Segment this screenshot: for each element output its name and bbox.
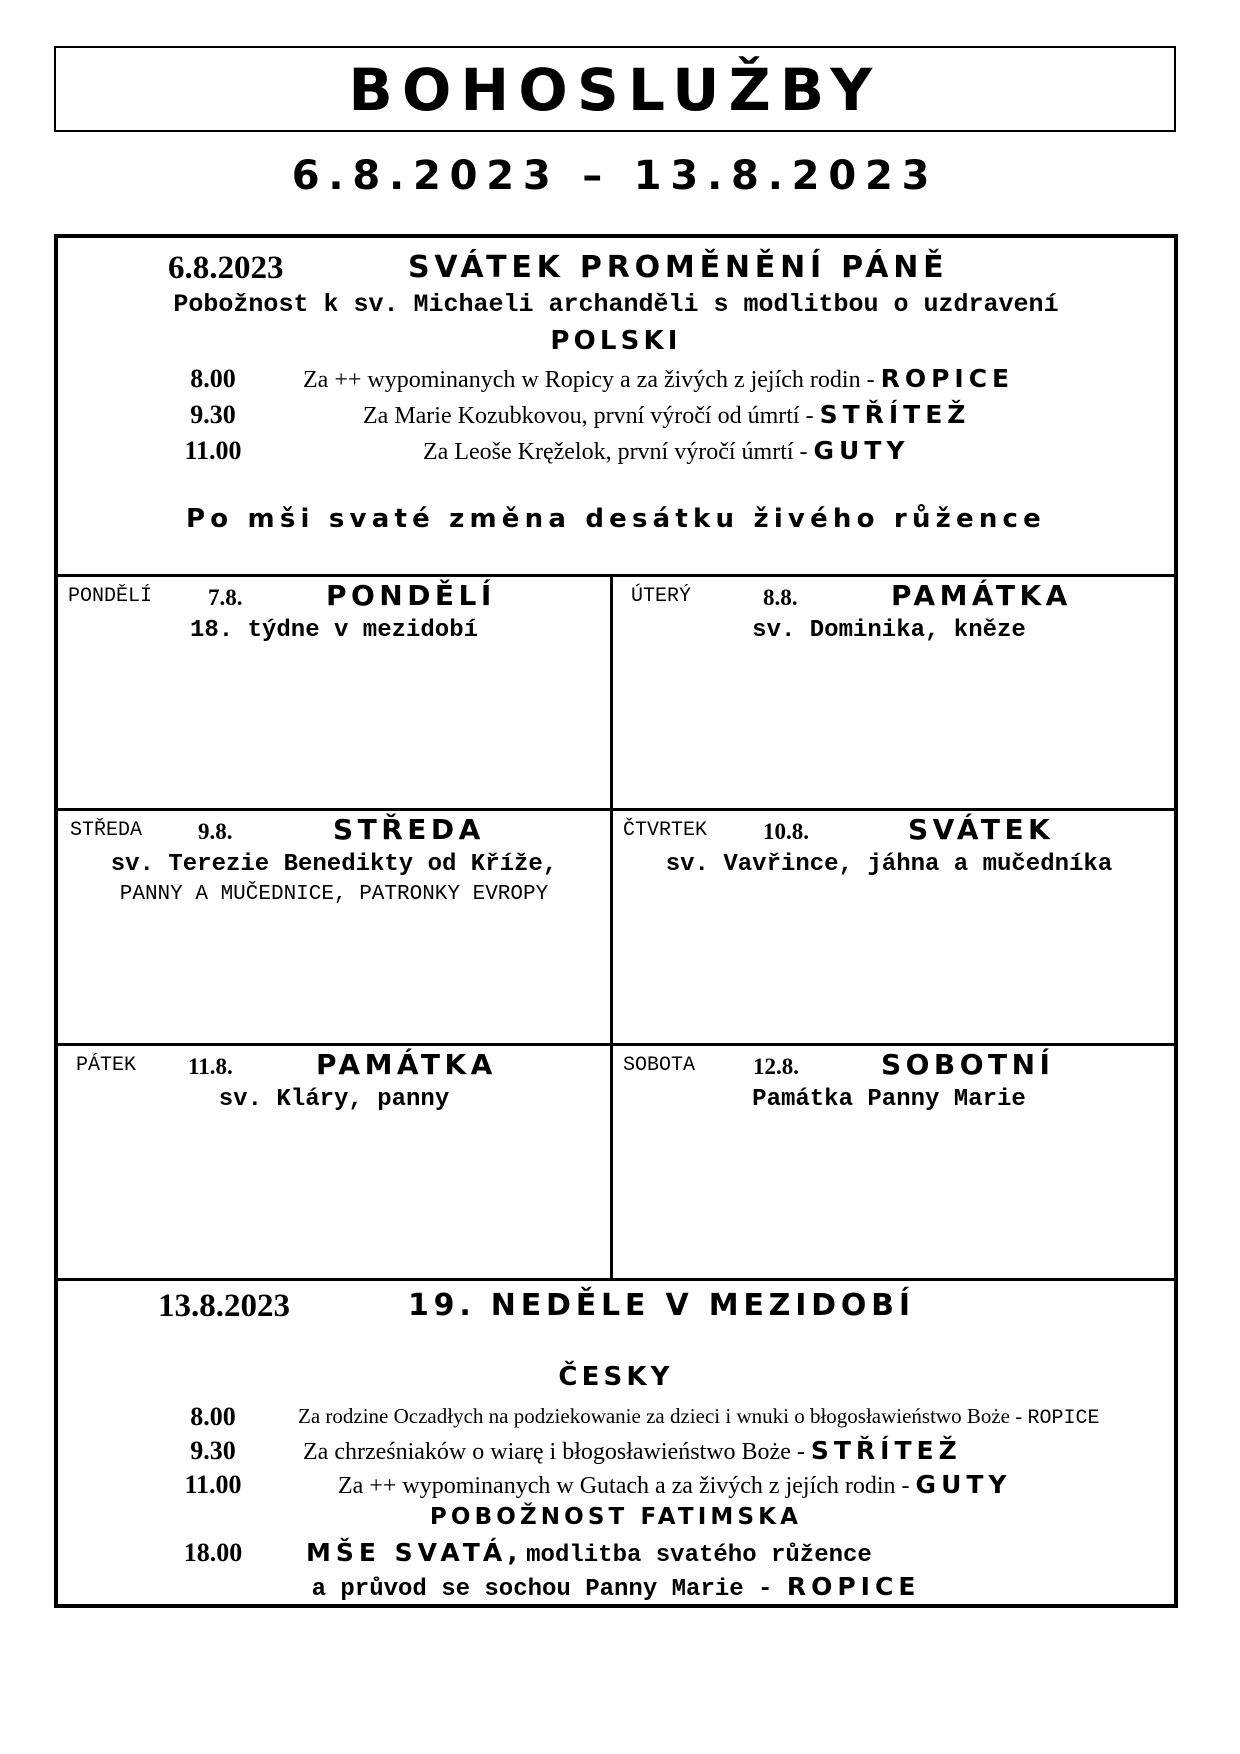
evening-mass-label: MŠE SVATÁ, [306,1538,523,1567]
day-description: 18. týdne v mezidobí [189,617,479,644]
day-name: PONDĚLÍ [68,585,153,608]
day-date: 12.8. [753,1054,799,1079]
page-title: BOHOSLUŽBY [348,56,882,124]
mass-place: ROPICE [1027,1407,1100,1430]
schedule-grid [54,234,1178,1608]
day-date: 8.8. [763,585,798,610]
day-description-line2: PANNY A MUČEDNICE, PATRONKY EVROPY [119,883,549,906]
day-description: Památka Panny Marie [752,1086,1026,1113]
mass-time: 9.30 [190,1436,236,1465]
day-description: sv. Dominika, kněze [752,617,1026,644]
day-title: PAMÁTKA [316,1048,497,1081]
mass-row [298,1404,1100,1430]
mass-row [303,364,1014,394]
evening-row-2 [58,1572,1174,1603]
mass-row [363,400,970,430]
mass-row [338,1470,1012,1500]
day-cell-monday [58,577,610,811]
mass-time: 8.00 [190,364,236,393]
day-date: 10.8. [763,819,809,844]
mass-place: STŘÍTEŽ [810,1436,962,1465]
mass-place: GUTY [915,1470,1012,1499]
mass-time: 8.00 [190,1402,236,1431]
mass-time: 11.00 [184,1470,242,1499]
date-range: 6.8.2023 – 13.8.2023 [291,153,939,199]
mass-intention: Za chrześniaków o wiarę i błogosławieństwo Boże - [303,1439,811,1465]
mass-place: STŘÍTEŽ [819,400,971,429]
mass-time: 18.00 [183,1538,243,1567]
evening-text-2: a průvod se sochou Panny Marie - [311,1576,787,1603]
day-date: 7.8. [208,585,243,610]
day-cell-friday [58,1046,610,1280]
mass-place: ROPICE [786,1572,921,1601]
day-name: STŘEDA [70,819,143,842]
day-cell-wednesday [58,811,610,1045]
mass-row [423,436,910,466]
day-name: PÁTEK [76,1054,137,1077]
sunday-note: Po mši svaté změna desátku živého růžence [185,504,1046,534]
day-title: PAMÁTKA [891,579,1072,612]
day-description: sv. Terezie Benedikty od Kříže, [110,851,558,878]
day-name: SOBOTA [623,1054,696,1077]
day-title: PONDĚLÍ [326,579,496,612]
mass-language: ČESKY [558,1362,674,1392]
sunday-title: 19. NEDĚLE V MEZIDOBÍ [408,1288,915,1323]
day-name: ČTVRTEK [623,819,708,842]
day-name: ÚTERÝ [631,585,692,608]
day-title: SVÁTEK [908,813,1055,846]
mass-row [303,1436,962,1466]
mass-place: GUTY [813,436,910,465]
day-date: 9.8. [198,819,233,844]
day-cell-saturday [613,1046,1165,1280]
mass-time: 9.30 [190,400,236,429]
mass-intention: Za ++ wypominanych w Gutach a za živých z jejích rodin - [338,1473,916,1499]
day-description: sv. Kláry, panny [218,1086,450,1113]
mass-place: ROPICE [880,364,1015,393]
mass-language: POLSKI [550,326,682,356]
sunday-date: 6.8.2023 [168,250,284,286]
mass-intention: Za ++ wypominanych w Ropicy a za živých z jejích rodin - [303,367,881,393]
evening-row [306,1538,872,1569]
day-description: sv. Vavřince, jáhna a mučedníka [665,851,1113,878]
devotion-title: POBOŽNOST FATIMSKA [429,1504,803,1530]
title-box [54,46,1176,132]
sunday-title: SVÁTEK PROMĚNĚNÍ PÁNĚ [408,250,949,285]
mass-intention: Za Marie Kozubkovou, první výročí od úmrtí - [363,403,820,429]
mass-intention: Za Leoše Kręželok, první výročí úmrtí - [423,439,814,465]
sunday-date: 13.8.2023 [158,1288,290,1324]
day-title: SOBOTNÍ [881,1048,1055,1081]
day-cell-tuesday [613,577,1165,811]
mass-time: 11.00 [184,436,242,465]
day-date: 11.8. [188,1054,233,1079]
sunday-subtitle: Pobožnost k sv. Michaeli archanděli s modlitbou o uzdravení [173,290,1059,319]
evening-text: modlitba svatého růžence [526,1542,872,1569]
mass-intention: Za rodzine Oczadłych na podziekowanie za dzieci i wnuki o błogosławieństwo Boże - [298,1404,1028,1428]
day-cell-thursday [613,811,1165,1045]
day-title: STŘEDA [333,813,485,846]
